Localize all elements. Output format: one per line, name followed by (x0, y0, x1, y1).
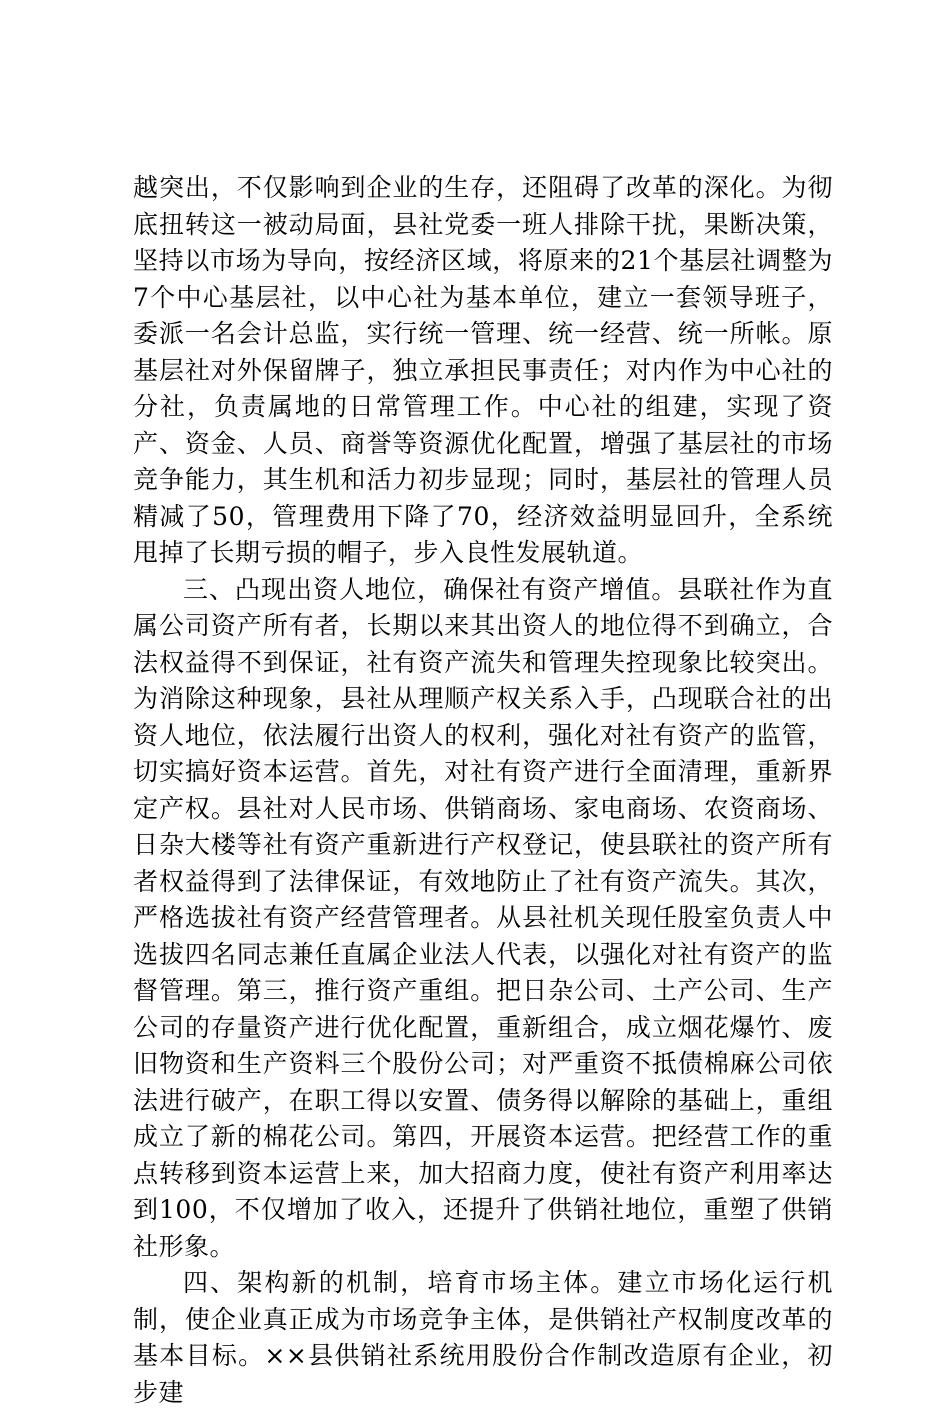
paragraph-section-four: 四、架构新的机制，培育市场主体。建立市场化运行机制，使企业真正成为市场竞争主体，是供销社产权制度改革的基本目标。××县供销社系统用股份合作制改造原有企业，初步建 (133, 1268, 833, 1407)
paragraph-continuation: 越突出，不仅影响到企业的生存，还阻碍了改革的深化。为彻底扭转这一被动局面，县社党委一班人排除干扰，果断决策，坚持以市场为导向，按经济区域，将原来的21个基层社调整为7个中心基层社，以中心社为基本单位，建立一套领导班子，委派一名会计总监，实行统一管理、统一经营、统一所帐。原基层社对外保留牌子，独立承担民事责任；对内作为中心社的分社，负责属地的日常管理工作。中心社的组建，实现了资产、资金、人员、商誉等资源优化配置，增强了基层社的市场竞争能力，其生机和活力初步显现；同时，基层社的管理人员精减了50，管理费用下降了70，经济效益明显回升，全系统甩掉了长期亏损的帽子，步入良性发展轨道。 (133, 173, 833, 567)
paragraph-section-three: 三、凸现出资人地位，确保社有资产增值。县联社作为直属公司资产所有者，长期以来其出资人的地位得不到确立，合法权益得不到保证，社有资产流失和管理失控现象比较突出。为消除这种现象，县社从理顺产权关系入手，凸现联合社的出资人地位，依法履行出资人的权利，强化对社有资产的监管，切实搞好资本运营。首先，对社有资产进行全面清理，重新界定产权。县社对人民市场、供销商场、家电商场、农资商场、日杂大楼等社有资产重新进行产权登记，使县联社的资产所有者权益得到了法律保证，有效地防止了社有资产流失。其次，严格选拔社有资产经营管理者。从县社机关现任股室负责人中选拔四名同志兼任直属企业法人代表，以强化对社有资产的监督管理。第三，推行资产重组。把日杂公司、土产公司、生产公司的存量资产进行优化配置，重新组合，成立烟花爆竹、废旧物资和生产资料三个股份公司；对严重资不抵债棉麻公司依法进行破产，在职工得以安置、债务得以解除的基础上，重组成立了新的棉花公司。第四，开展资本运营。把经营工作的重点转移到资本运营上来，加大招商力度，使社有资产利用率达到100，不仅增加了收入，还提升了供销社地位，重塑了供销社形象。 (133, 574, 833, 1261)
document-body (133, 170, 833, 1411)
